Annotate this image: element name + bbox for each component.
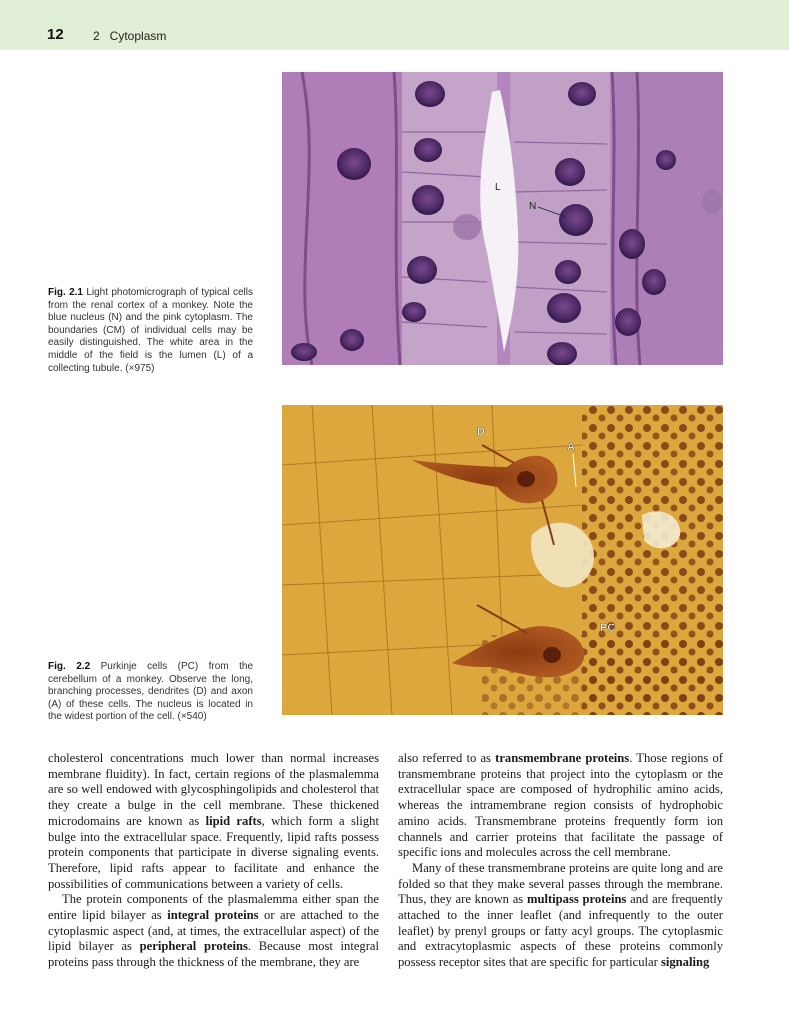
term-lipid-rafts: lipid rafts [205,813,262,828]
fig2-caption [48,661,253,724]
chapter-title: 2 Cytoplasm [93,29,167,43]
text-span: or are attached to the cytoplasmic aspect (and, at times, the extracellular aspect) of the lipid bilayer as [48,908,380,954]
fig1-label: Fig. 2.1 [48,287,83,298]
fig2-caption-text: Purkinje cells (PC) from the cerebellum of a monkey. Observe the long, branching processes, dendrites (D) and axon (A) of these cells. The nucleus is located in the widest portion of the cell. (×540) [48,661,254,723]
fig2-label-A: A [567,441,575,453]
term-peripheral-proteins: peripheral proteins [139,939,248,954]
text-span: . Those regions of transmembrane proteins that project into the cytoplasm or the extracellular space are composed of hydrophilic amino acids, whereas the intramembrane region consists of hydrophobic amino acids. Transmembrane proteins frequently form ion channels and carrier proteins that facilitate the passage of specific ions and molecules across the cell membrane. [398,751,723,860]
left-column [48,751,379,971]
right-para-2 [398,861,723,971]
text-span: . Because most integral proteins pass through the thickness of the membrane, they are [48,939,380,970]
right-para-1 [398,751,723,861]
fig1-label-L: L [495,182,501,193]
fig1-caption-text: Light photomicrograph of typical cells from the renal cortex of a monkey. Note the blue nucleus (N) and the pink cytoplasm. The boundaries (CM) of individual cells may be easily distinguished. The white area in the middle of the field is the lumen (L) of a collecting tubule. (×975) [48,287,254,374]
left-para-1 [48,751,379,892]
term-multipass-proteins: multipass proteins [526,892,627,907]
text-span: cholesterol concentrations much lower than normal increases membrane fluidity). In fact, certain regions of the plasmalemma are so well endowed with glycosphingolipids and cholesterol that they create a bulge in the cell membrane. These thickened microdomains are known as [48,751,379,828]
text-span: The protein components of the plasmalemma either span the entire lipid bilayer as [48,892,379,923]
fig2-label-PC: PC [600,622,616,634]
fig2-label: Fig. 2.2 [48,661,91,672]
text-span: Many of these transmembrane proteins are quite long and are folded so that they make several passes through the membrane. Thus, they are known as [398,860,723,907]
page-number: 12 [47,26,64,43]
text-span: also referred to as [398,751,496,765]
term-transmembrane-proteins: transmembrane proteins [495,751,630,765]
left-para-2 [48,892,379,971]
fig1-label-N: N [529,201,537,212]
fig2-label-D: D [477,426,485,438]
term-integral-proteins: integral proteins [167,908,259,923]
fig2-micrograph [282,405,723,715]
fig1-caption [48,287,253,375]
term-signaling: signaling [660,955,710,970]
text-span: , which form a slight bulge into the extracellular space. Frequently, lipid rafts possess protein components that participate in diverse signaling events. Therefore, lipid rafts appear to facilitate and enhance the possibilities of communications between a variety of cells. [48,813,379,891]
text-span: and are frequently attached to the inner leaflet (and infrequently to the outer leaflet) by prenyl groups or fatty acyl groups. The cytoplasmic and extracytoplasmic aspects of these proteins commonly possess receptor sites that are specific for particular [398,892,723,970]
fig1-micrograph [282,72,723,365]
right-column [398,751,723,971]
